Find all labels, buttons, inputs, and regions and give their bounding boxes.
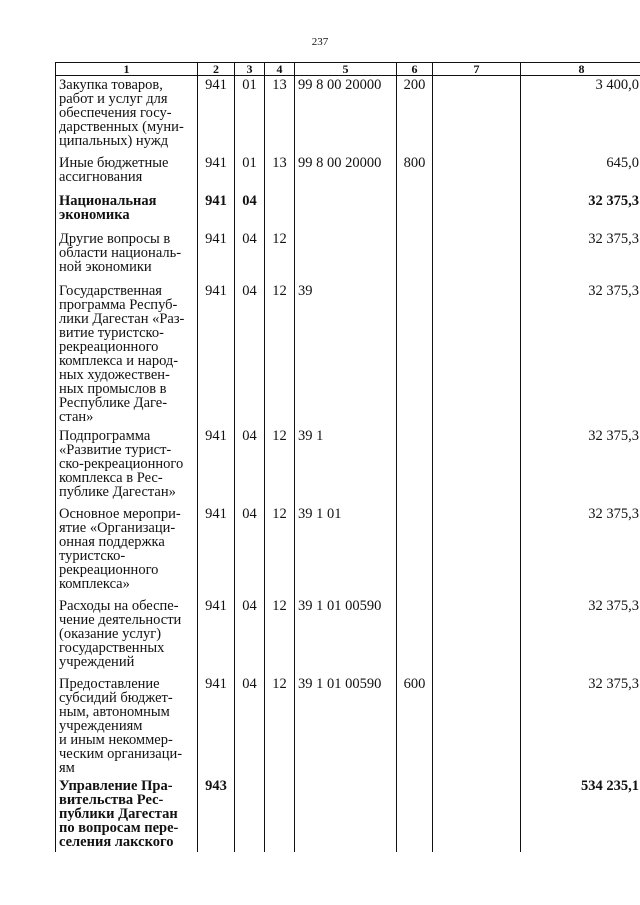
ministry-code-cell: 941 xyxy=(198,192,235,230)
subsection-code-cell xyxy=(265,192,295,230)
amount-cell: 32 375,3 xyxy=(521,675,640,777)
row-name-line: дарственных (муни- xyxy=(59,119,184,135)
target-article-cell xyxy=(295,230,397,282)
ministry-code-cell: 941 xyxy=(198,675,235,777)
row-name-line: ассигнования xyxy=(59,168,143,185)
row-name-cell xyxy=(56,154,198,192)
column-header-section: 3 xyxy=(235,63,265,76)
row-name-line: ных художествен- xyxy=(59,366,170,383)
column-header-7: 7 xyxy=(433,63,521,76)
ministry-code-cell: 941 xyxy=(198,505,235,597)
target-article-cell: 99 8 00 20000 xyxy=(295,154,397,192)
row-name-cell xyxy=(56,282,198,427)
row-name-line: Предоставление xyxy=(59,675,160,692)
amount-cell: 3 400,0 xyxy=(521,76,640,154)
row-name-line: «Развитие турист- xyxy=(59,441,172,458)
row-name-line: Государственная xyxy=(59,282,162,299)
column-header-ministry: 2 xyxy=(198,63,235,76)
row-name-line: рекреационного xyxy=(59,561,159,578)
column-7-cell xyxy=(433,427,521,505)
amount-cell: 32 375,3 xyxy=(521,427,640,505)
subsection-code-cell: 13 xyxy=(265,76,295,154)
row-name-cell xyxy=(56,777,198,852)
row-name-line: субсидий бюджет- xyxy=(59,689,173,706)
row-name-line: ных промыслов в xyxy=(59,380,167,397)
expense-type-cell xyxy=(397,597,433,675)
row-name-line: онная поддержка xyxy=(59,533,165,550)
amount-cell: 32 375,3 xyxy=(521,597,640,675)
expense-type-cell xyxy=(397,427,433,505)
table-row xyxy=(56,192,640,230)
target-article-cell: 39 1 01 xyxy=(295,505,397,597)
table-row xyxy=(56,777,640,852)
expense-type-cell xyxy=(397,192,433,230)
row-name-line: ной экономики xyxy=(59,258,152,275)
column-number-header-row xyxy=(56,63,640,76)
expense-type-cell: 200 xyxy=(397,76,433,154)
column-7-cell xyxy=(433,282,521,427)
target-article-cell: 39 xyxy=(295,282,397,427)
row-name-line: вительства Рес- xyxy=(59,791,164,808)
amount-cell: 534 235,1 xyxy=(521,777,640,852)
ministry-code-cell: 941 xyxy=(198,230,235,282)
row-name-cell xyxy=(56,230,198,282)
section-code-cell: 04 xyxy=(235,230,265,282)
column-7-cell xyxy=(433,675,521,777)
target-article-cell xyxy=(295,777,397,852)
row-name-line: учреждений xyxy=(59,653,135,670)
row-name-line: области националь- xyxy=(59,244,182,261)
row-name-line: экономика xyxy=(59,206,130,223)
target-article-cell: 39 1 01 00590 xyxy=(295,675,397,777)
expense-type-cell: 800 xyxy=(397,154,433,192)
row-name-line: Подпрограмма xyxy=(59,427,151,444)
subsection-code-cell: 12 xyxy=(265,230,295,282)
row-name-line: комплекса в Рес- xyxy=(59,469,163,486)
row-name-line: работ и услуг для xyxy=(59,91,168,107)
section-code-cell: 04 xyxy=(235,675,265,777)
table-row xyxy=(56,76,640,154)
ministry-code-cell: 941 xyxy=(198,597,235,675)
column-7-cell xyxy=(433,230,521,282)
row-name-line: туристско- xyxy=(59,547,126,564)
row-name-line: комплекса» xyxy=(59,575,130,592)
budget-table xyxy=(55,62,640,852)
row-name-line: Расходы на обеспе- xyxy=(59,597,179,614)
subsection-code-cell: 12 xyxy=(265,282,295,427)
row-name-line: Иные бюджетные xyxy=(59,154,169,171)
table-row xyxy=(56,427,640,505)
column-header-target-article: 5 xyxy=(295,63,397,76)
expense-type-cell xyxy=(397,505,433,597)
expense-type-cell xyxy=(397,282,433,427)
subsection-code-cell: 12 xyxy=(265,505,295,597)
table-row xyxy=(56,154,640,192)
row-name-line: публике Дагестан» xyxy=(59,483,176,500)
row-name-cell xyxy=(56,76,198,154)
row-name-line: чение деятельности xyxy=(59,611,182,628)
section-code-cell: 04 xyxy=(235,597,265,675)
amount-cell: 32 375,3 xyxy=(521,505,640,597)
section-code-cell: 04 xyxy=(235,192,265,230)
page-number: 237 xyxy=(311,36,329,48)
table-body xyxy=(56,76,640,852)
ministry-code-cell: 941 xyxy=(198,76,235,154)
row-name-line: учреждениям xyxy=(59,717,143,734)
column-7-cell xyxy=(433,597,521,675)
section-code-cell: 01 xyxy=(235,154,265,192)
ministry-code-cell: 941 xyxy=(198,282,235,427)
target-article-cell: 39 1 xyxy=(295,427,397,505)
section-code-cell: 04 xyxy=(235,427,265,505)
row-name-line: по вопросам пере- xyxy=(59,819,179,836)
row-name-line: публики Дагестан xyxy=(59,805,178,822)
column-7-cell xyxy=(433,777,521,852)
column-7-cell xyxy=(433,505,521,597)
subsection-code-cell: 13 xyxy=(265,154,295,192)
column-header-amount: 8 xyxy=(521,63,640,76)
row-name-cell xyxy=(56,192,198,230)
ministry-code-cell: 943 xyxy=(198,777,235,852)
subsection-code-cell: 12 xyxy=(265,675,295,777)
row-name-line: ципальных) нужд xyxy=(59,133,169,149)
row-name-cell xyxy=(56,427,198,505)
section-code-cell: 01 xyxy=(235,76,265,154)
row-name-line: ятие «Организаци- xyxy=(59,519,176,536)
subsection-code-cell: 12 xyxy=(265,597,295,675)
row-name-line: (оказание услуг) xyxy=(59,625,162,642)
section-code-cell xyxy=(235,777,265,852)
row-name-line: Основное меропри- xyxy=(59,505,181,522)
amount-cell: 32 375,3 xyxy=(521,230,640,282)
table-row xyxy=(56,505,640,597)
amount-cell: 32 375,3 xyxy=(521,282,640,427)
expense-type-cell xyxy=(397,777,433,852)
row-name-line: программа Респуб- xyxy=(59,296,178,313)
target-article-cell xyxy=(295,192,397,230)
row-name-cell xyxy=(56,597,198,675)
amount-cell: 32 375,3 xyxy=(521,192,640,230)
row-name-line: Республике Даге- xyxy=(59,394,168,411)
row-name-line: и иным некоммер- xyxy=(59,731,173,748)
column-7-cell xyxy=(433,154,521,192)
row-name-line: селения лакского xyxy=(59,833,174,850)
row-name-line: рекреационного xyxy=(59,338,159,355)
ministry-code-cell: 941 xyxy=(198,154,235,192)
row-name-line: обеспечения госу- xyxy=(59,105,172,121)
row-name-line: Закупка товаров, xyxy=(59,77,163,93)
row-name-line: витие туристско- xyxy=(59,324,164,341)
row-name-line: комплекса и народ- xyxy=(59,352,179,369)
row-name-cell xyxy=(56,505,198,597)
column-7-cell xyxy=(433,76,521,154)
target-article-cell: 39 1 01 00590 xyxy=(295,597,397,675)
table-row xyxy=(56,230,640,282)
row-name-line: ям xyxy=(59,759,75,776)
row-name-line: ско-рекреационного xyxy=(59,455,184,472)
expense-type-cell xyxy=(397,230,433,282)
column-header-name: 1 xyxy=(56,63,198,76)
subsection-code-cell: 12 xyxy=(265,427,295,505)
amount-cell: 645,0 xyxy=(521,154,640,192)
row-name-cell xyxy=(56,675,198,777)
column-header-subsection: 4 xyxy=(265,63,295,76)
column-7-cell xyxy=(433,192,521,230)
row-name-line: ным, автономным xyxy=(59,703,170,720)
row-name-line: лики Дагестан «Раз- xyxy=(59,310,185,327)
table-row xyxy=(56,282,640,427)
row-name-line: ческим организаци- xyxy=(59,745,183,762)
expense-type-cell: 600 xyxy=(397,675,433,777)
row-name-line: стан» xyxy=(59,408,94,425)
row-name-line: Управление Пра- xyxy=(59,777,173,794)
ministry-code-cell: 941 xyxy=(198,427,235,505)
section-code-cell: 04 xyxy=(235,505,265,597)
table-row xyxy=(56,675,640,777)
row-name-line: Другие вопросы в xyxy=(59,230,171,247)
subsection-code-cell xyxy=(265,777,295,852)
row-name-line: Национальная xyxy=(59,192,157,209)
section-code-cell: 04 xyxy=(235,282,265,427)
row-name-line: государственных xyxy=(59,639,165,656)
table-row xyxy=(56,597,640,675)
target-article-cell: 99 8 00 20000 xyxy=(295,76,397,154)
column-header-expense-type: 6 xyxy=(397,63,433,76)
